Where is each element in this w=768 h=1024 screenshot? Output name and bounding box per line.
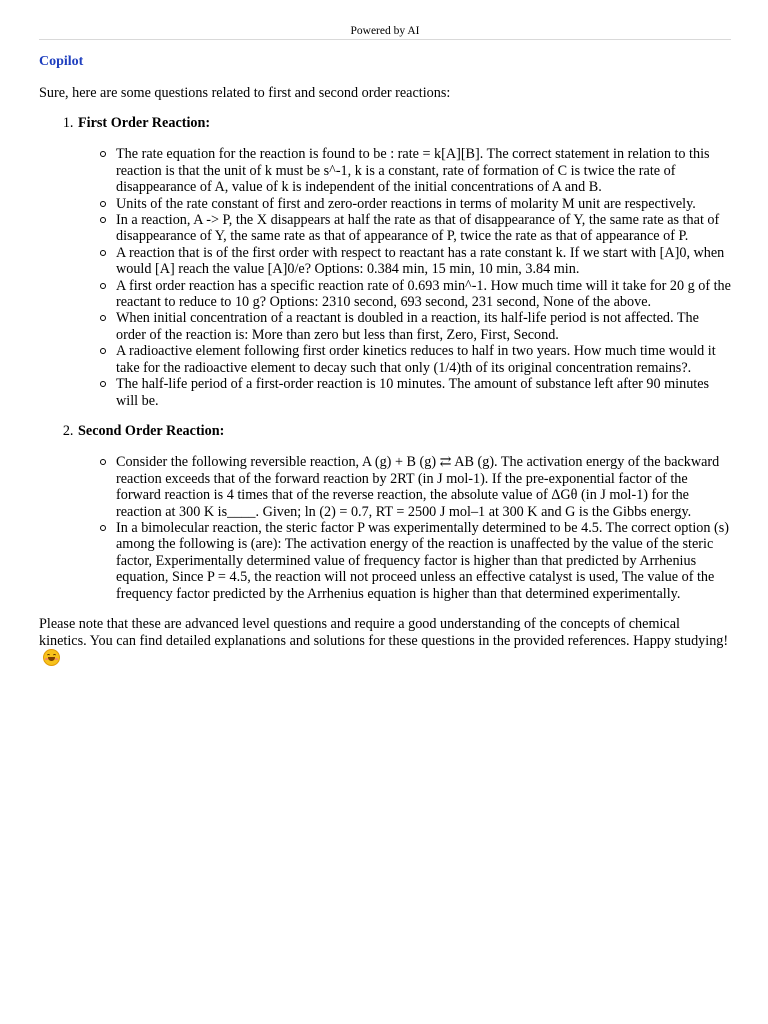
question-item: [116, 310, 731, 343]
closing-paragraph: [39, 616, 731, 668]
question-item: [116, 196, 731, 212]
question-text: A first order reaction has a specific reaction rate of 0.693 min^-1. How much time will it take for 20 g of the reactant to reduce to 10 g? Options: 2310 second, 693 second, 231 second, None of the above.: [116, 277, 731, 311]
question-item: [116, 520, 731, 602]
section-second-order: [77, 423, 731, 602]
powered-by-header: Powered by AI: [39, 0, 731, 40]
question-text: When initial concentration of a reactant is doubled in a reaction, its half-life period is not affected. The order of the reaction is: More than zero but less than first, Zero, First, Second.: [116, 310, 699, 343]
question-text: In a bimolecular reaction, the steric factor P was experimentally determined to be 4.5. The correct option (s) among the following is (are): The activation energy of the reaction is unaffected by the value of the steric factor, Experimentally determined value of frequency factor is higher than that predicted by Arrhenius equation, Since P = 4.5, the reaction will not proceed unless an effective catalyst is used, The value of the frequency factor predicted by the Arrhenius equation is higher than that determined experimentally.: [116, 519, 729, 602]
question-text: In a reaction, A -> P, the X disappears at half the rate as that of disappearance of Y, the same rate as that of disappearance of Y, the same rate as that of appearance of P, twice the rate as that of appearance of P.: [116, 212, 720, 245]
circle-bullet-icon: [100, 201, 106, 207]
section-title: First Order Reaction:: [78, 115, 211, 131]
question-text: The half-life period of a first-order reaction is 10 minutes. The amount of substance left after 90 minutes will be.: [116, 376, 710, 409]
reaction-sections-list: [39, 115, 731, 602]
question-text: A radioactive element following first order kinetics reduces to half in two years. How much time would it take for the radioactive element to decay such that only (1/4)th of its original concentration remains?.: [116, 343, 716, 376]
document: [39, 0, 731, 668]
circle-bullet-icon: [100, 250, 106, 256]
question-item: [116, 376, 731, 409]
intro-text: Sure, here are some questions related to first and second order reactions:: [39, 85, 451, 101]
question-item: [116, 212, 731, 245]
circle-bullet-icon: [100, 525, 106, 531]
section-first-order: [77, 115, 731, 409]
circle-bullet-icon: [100, 348, 106, 354]
circle-bullet-icon: [100, 459, 106, 465]
circle-bullet-icon: [100, 315, 106, 321]
question-text: Units of the rate constant of first and zero-order reactions in terms of molarity M unit are respectively.: [116, 195, 696, 212]
question-text: Consider the following reversible reaction, A (g) + B (g) ⇄ AB (g). The activation energy of the backward reaction exceeds that of the forward reaction by 2RT (in J mol-1). If the pre-exponential factor of the forward reaction is 4 times that of the reverse reaction, the absolute value of ΔGθ (in J mol-1) for the reaction at 300 K is____. Given; ln (2) = 0.7, RT = 2500 J mol–1 at 300 K and G is the Gibbs energy.: [116, 454, 720, 520]
section-title: Second Order Reaction:: [78, 422, 225, 439]
smiling-face-icon: [43, 649, 60, 666]
circle-bullet-icon: [100, 381, 106, 387]
question-list: [78, 146, 731, 409]
circle-bullet-icon: [100, 151, 106, 157]
circle-bullet-icon: [100, 217, 106, 223]
question-item: [116, 146, 731, 195]
question-list: [78, 454, 731, 602]
question-text: The rate equation for the reaction is found to be : rate = k[A][B]. The correct statement in relation to this reaction is that the unit of k must be s^-1, k is a constant, rate of formation of C is twice the rate of disappearance of A, value of k is independent of the initial concentrations of A and B.: [116, 146, 710, 196]
question-text: A reaction that is of the first order with respect to reactant has a rate constant k. If we start with [A]0, when would [A] reach the value [A]0/e? Options: 0.384 min, 15 min, 10 min, 3.84 min.: [116, 244, 725, 278]
assistant-name: Copilot: [39, 54, 84, 69]
question-item: [116, 278, 731, 311]
question-item: [116, 343, 731, 376]
circle-bullet-icon: [100, 283, 106, 289]
question-item: [116, 454, 731, 520]
closing-text: Please note that these are advanced level questions and require a good understanding of the concepts of chemical kinetics. You can find detailed explanations and solutions for these questions in the provided references. Happy studying!: [39, 615, 729, 649]
question-item: [116, 245, 731, 278]
